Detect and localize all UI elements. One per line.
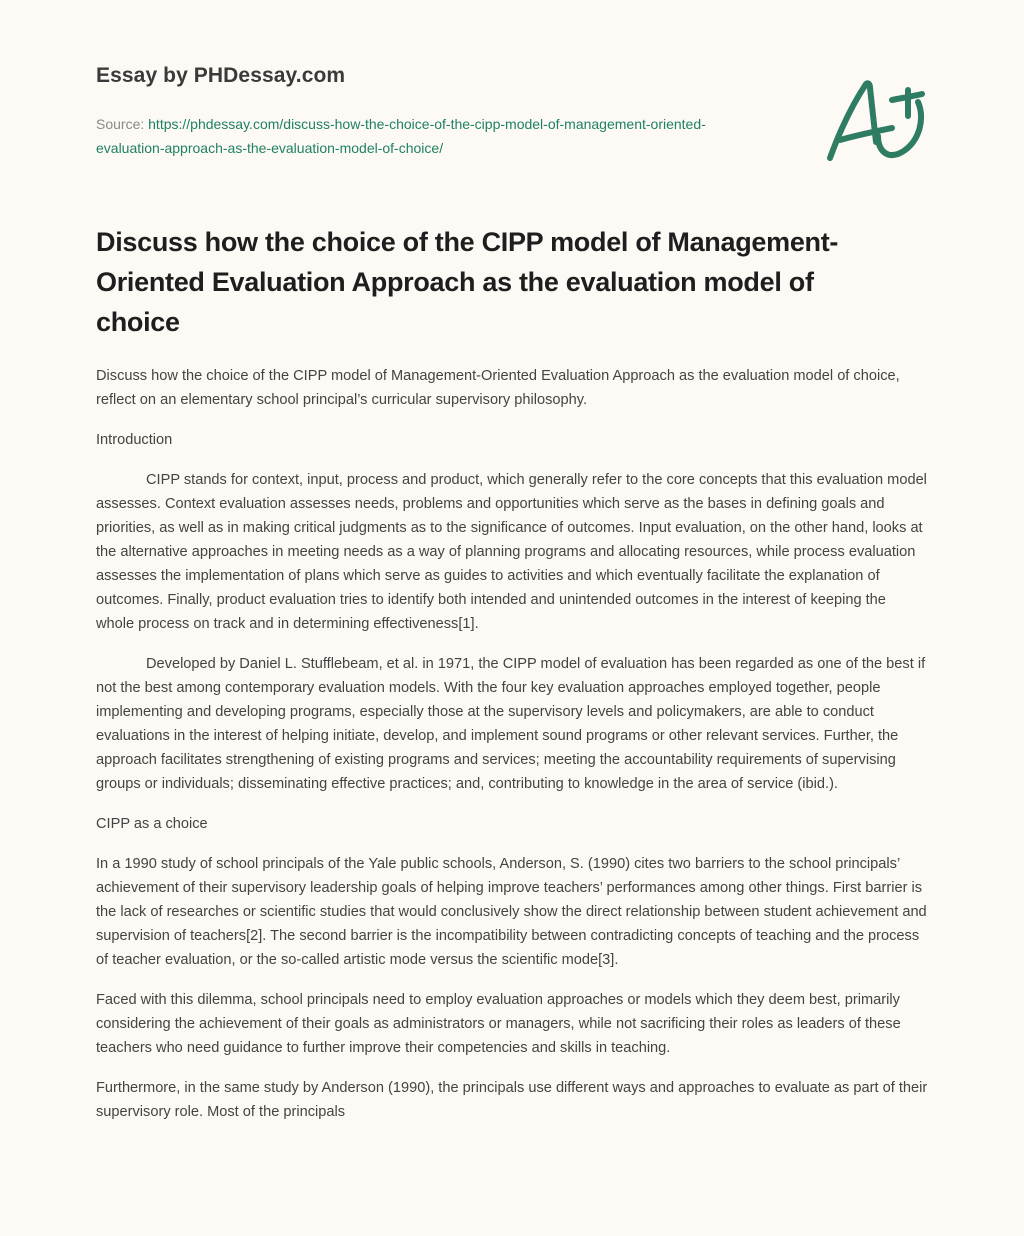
section-heading-introduction: Introduction — [96, 432, 173, 448]
source-link[interactable]: https://phdessay.com/discuss-how-the-choice-of-the-cipp-model-of-management-oriented-evaluation-approach-as-the-evaluation-model-of-choice/ — [96, 116, 706, 156]
paragraph-cipp-definition: CIPP stands for context, input, process and product, which generally refer to the core concepts that this evaluation model assesses. Context evaluation assesses needs, problems and opportunities which serve as the bases in defining goals and priorities, as well as in making critical judgments as to the significance of outcomes. Input evaluation, on the other hand, looks at the alternative approaches in meeting needs as a way of planning programs and allocating resources, while process evaluation assesses the implementation of plans which serve as guides to activities and which eventually facilitate the explanation of outcomes. Finally, product evaluation tries to identify both intended and unintended outcomes in the interest of keeping the whole process on track and in determining effectiveness[1]. — [96, 472, 927, 632]
essay-title: Discuss how the choice of the CIPP model of Management-Oriented Evaluation Approach as the evaluation model of choice — [96, 227, 839, 337]
paragraph-anderson-study: In a 1990 study of school principals of the Yale public schools, Anderson, S. (1990) cites two barriers to the school principals’ achievement of their supervisory leadership goals of helping improve teachers’ performances among other things. First barrier is the lack of researches or scientific studies that would conclusively show the direct relationship between student achievement and supervision of teachers[2]. The second barrier is the incompatibility between contradicting concepts of teaching and the process of teacher evaluation, or the so-called artistic mode versus the scientific mode[3]. — [96, 856, 927, 968]
a-plus-grade-icon — [822, 62, 932, 172]
site-brand: Essay by PHDessay.com — [96, 64, 346, 87]
source-line — [96, 112, 736, 160]
section-heading-cipp-choice: CIPP as a choice — [96, 816, 208, 832]
essay-prompt: Discuss how the choice of the CIPP model of Management-Oriented Evaluation Approach as the evaluation model of choice, reflect on an elementary school principal’s curricular supervisory philosophy. — [96, 368, 900, 408]
paragraph-furthermore: Furthermore, in the same study by Anderson (1990), the principals use different ways and approaches to evaluate as part of their supervisory role. Most of the principals — [96, 1080, 928, 1120]
essay-body — [96, 364, 928, 1140]
paragraph-cipp-history: Developed by Daniel L. Stufflebeam, et al. in 1971, the CIPP model of evaluation has been regarded as one of the best if not the best among contemporary evaluation models. With the four key evaluation approaches employed together, people implementing and developing programs, especially those at the supervisory levels and policymakers, are able to conduct evaluations in the interest of helping initiate, develop, and implement sound programs or other relevant services. Further, the approach facilitates strengthening of existing programs and services; meeting the accountability requirements of supervising groups or individuals; disseminating effective practices; and, contributing to knowledge in the area of service (ibid.). — [96, 656, 926, 792]
paragraph-dilemma: Faced with this dilemma, school principals need to employ evaluation approaches or models which they deem best, primarily considering the achievement of their goals as administrators or managers, while not sacrificing their roles as leaders of these teachers who need guidance to further improve their competencies and skills in teaching. — [96, 992, 901, 1056]
source-label: Source: — [96, 116, 149, 132]
